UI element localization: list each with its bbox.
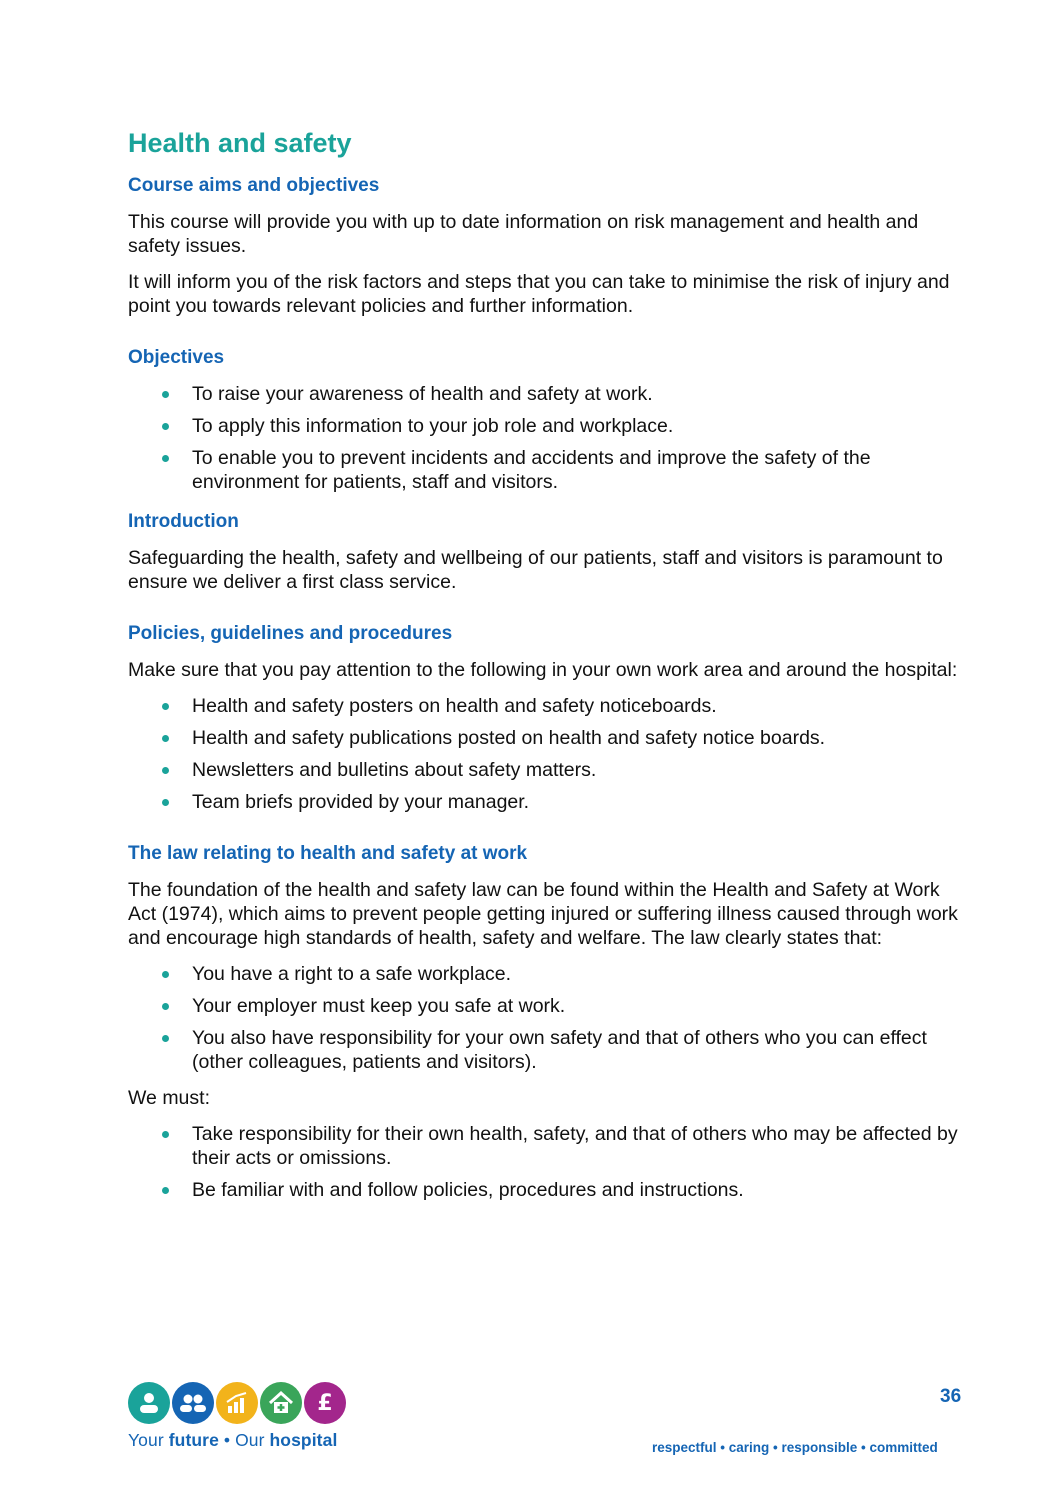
bullet-icon [162, 455, 169, 462]
section-heading-introduction: Introduction [128, 511, 239, 532]
we-must-list [128, 1122, 968, 1202]
bullet-icon [162, 1131, 169, 1138]
paragraph: It will inform you of the risk factors and steps that you can take to minimise the risk of injury and point you towards relevant policies and further information. [128, 271, 950, 317]
list-item: Take responsibility for their own health, safety, and that of others who may be affected by their acts or omissions. [128, 1122, 968, 1170]
bullet-icon [162, 767, 169, 774]
footer-logo [128, 1382, 346, 1451]
section-heading-law: The law relating to health and safety at work [128, 843, 528, 864]
paragraph: The foundation of the health and safety law can be found within the Health and Safety at Work Act (1974), which aims to prevent people getting injured or suffering illness caused through work and encourage high standards of health, safety and welfare. The law clearly states that: [128, 879, 958, 949]
list-item: Health and safety publications posted on health and safety notice boards. [128, 726, 968, 750]
page-title: Health and safety [128, 128, 352, 158]
law-list [128, 962, 968, 1074]
objectives-list [128, 382, 968, 494]
section-heading-aims: Course aims and objectives [128, 175, 380, 196]
section-heading-objectives: Objectives [128, 347, 225, 368]
page-number: 36 [940, 1386, 962, 1407]
growth-chart-icon [216, 1382, 258, 1424]
bullet-icon [162, 1187, 169, 1194]
list-item: Your employer must keep you safe at work. [128, 994, 968, 1018]
list-item: To apply this information to your job role and workplace. [128, 414, 968, 438]
list-item: Team briefs provided by your manager. [128, 790, 968, 814]
bullet-icon [162, 1035, 169, 1042]
bullet-icon [162, 1003, 169, 1010]
list-item: To raise your awareness of health and safety at work. [128, 382, 968, 406]
bullet-icon [162, 391, 169, 398]
values-tagline: respectful • caring • responsible • committed [652, 1440, 938, 1455]
paragraph: We must: [128, 1087, 210, 1109]
list-item: You also have responsibility for your own safety and that of others who you can effect (other colleagues, patients and visitors). [128, 1026, 968, 1074]
person-icon [128, 1382, 170, 1424]
list-item: Newsletters and bulletins about safety matters. [128, 758, 968, 782]
bullet-icon [162, 799, 169, 806]
section-heading-policies: Policies, guidelines and procedures [128, 623, 453, 644]
paragraph: Make sure that you pay attention to the following in your own work area and around the hospital: [128, 659, 958, 681]
list-item: Be familiar with and follow policies, procedures and instructions. [128, 1178, 968, 1202]
page-content [128, 126, 968, 1214]
list-item: You have a right to a safe workplace. [128, 962, 968, 986]
people-icon [172, 1382, 214, 1424]
bullet-icon [162, 971, 169, 978]
list-item: To enable you to prevent incidents and accidents and improve the safety of the environment for patients, staff and visitors. [128, 446, 968, 494]
list-item: Health and safety posters on health and safety noticeboards. [128, 694, 968, 718]
paragraph: Safeguarding the health, safety and wellbeing of our patients, staff and visitors is paramount to ensure we deliver a first class service. [128, 547, 943, 593]
logo-icons [128, 1382, 346, 1424]
logo-tagline: Your future • Our hospital [128, 1430, 338, 1450]
pound-icon: £ [304, 1382, 346, 1424]
bullet-icon [162, 703, 169, 710]
bullet-icon [162, 735, 169, 742]
bullet-icon [162, 423, 169, 430]
policies-list [128, 694, 968, 814]
home-plus-icon [260, 1382, 302, 1424]
paragraph: This course will provide you with up to date information on risk management and health and safety issues. [128, 211, 919, 257]
